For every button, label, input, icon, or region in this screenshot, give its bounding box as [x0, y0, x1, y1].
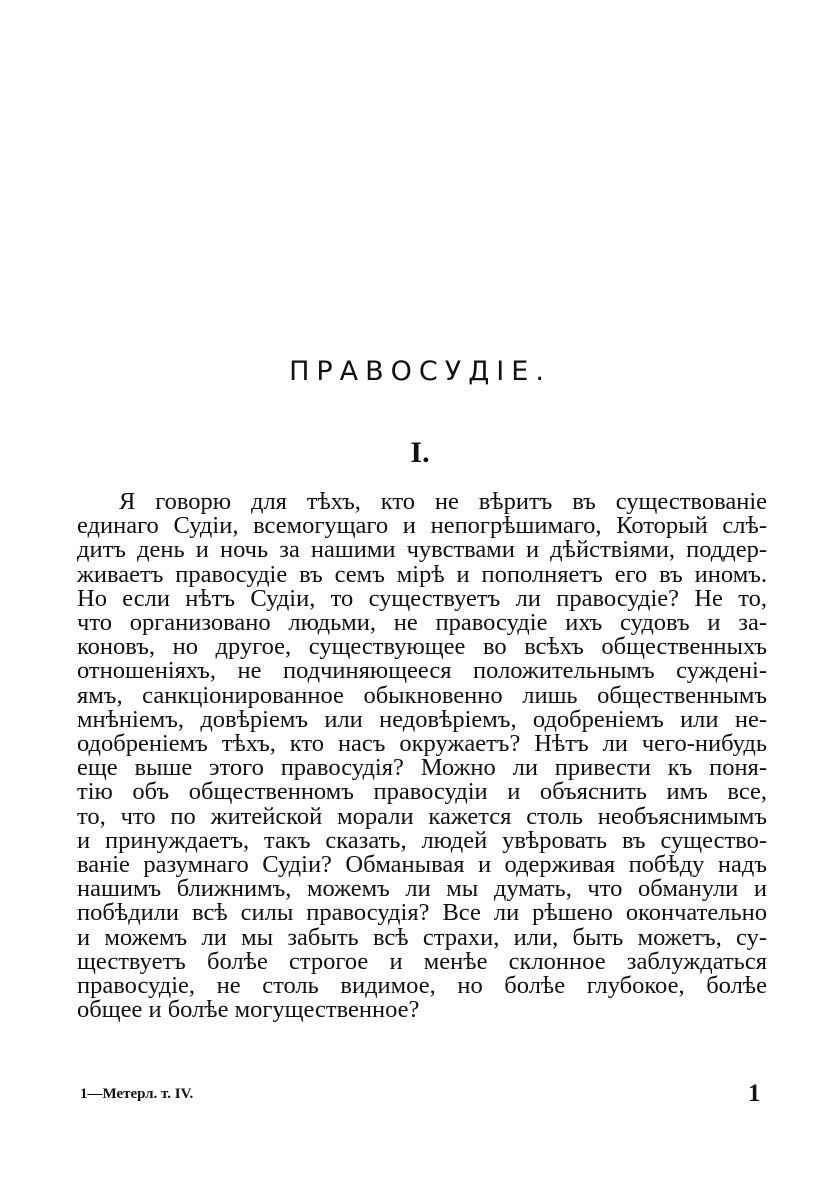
text-line: единаго Судіи, всемогущаго и непогрѣшимаго, Который слѣ-: [77, 514, 767, 539]
text-line: и принуждаетъ, такъ сказать, людей увѣровать въ существо-: [77, 828, 767, 854]
text-line: правосудіе, не столь видимое, но болѣе глубокое, болѣе: [77, 974, 767, 999]
text-line: ваніе разумнаго Судіи? Обманывая и одерживая побѣду надъ: [77, 853, 767, 878]
text-line: живаетъ правосудіе въ семъ мірѣ и пополняетъ его въ иномъ.: [77, 562, 767, 587]
page-number: 1: [748, 1080, 761, 1107]
text-line: мнѣніемъ, довѣріемъ или недовѣріемъ, одобреніемъ или не-: [77, 707, 767, 733]
text-line: ществуетъ болѣе строгое и менѣе склонное заблуждаться: [77, 949, 767, 975]
chapter-number: I.: [410, 436, 430, 469]
text-line: ямъ, санкціонированное обыкновенно лишь общественнымъ: [77, 683, 767, 708]
text-line: Я говорю для тѣхъ, кто не вѣритъ въ существованіе: [119, 490, 767, 515]
text-line: общее и болѣе могущественное?: [77, 998, 420, 1023]
text-line: коновъ, но другое, существующее во всѣхъ общественныхъ: [77, 635, 767, 660]
text-line: побѣдили всѣ силы правосудія? Все ли рѣшено окончательно: [77, 901, 767, 926]
paragraph: [77, 490, 767, 1022]
printer-signature-mark: 1—Метерл. т. IV.: [80, 1086, 194, 1102]
text-line: одобреніемъ тѣхъ, кто насъ окружаетъ? Нѣтъ ли чего-нибудь: [77, 732, 767, 757]
text-line: дитъ день и ночь за нашими чувствами и дѣйствіями, поддер-: [77, 538, 767, 563]
text-line: то, что по житейской морали кажется столь необъяснимымъ: [77, 804, 767, 829]
text-line: еще выше этого правосудія? Можно ли привести къ поня-: [77, 756, 767, 781]
text-line: Но если нѣтъ Судіи, то существуетъ ли правосудіе? Не то,: [77, 586, 767, 612]
text-line: что организовано людьми, не правосудіе ихъ судовъ и за-: [77, 611, 767, 636]
text-line: и можемъ ли мы забыть всѣ страхи, или, быть можетъ, су-: [77, 925, 767, 950]
text-line: тію объ общественномъ правосудіи и объяснить имъ все,: [77, 780, 767, 805]
page-title: ПРАВОСУДІЕ.: [289, 356, 551, 387]
text-line: отношеніяхъ, не подчиняющееся положительнымъ сужденi-: [77, 659, 767, 684]
text-line: нашимъ ближнимъ, можемъ ли мы думать, что обманули и: [77, 877, 767, 902]
